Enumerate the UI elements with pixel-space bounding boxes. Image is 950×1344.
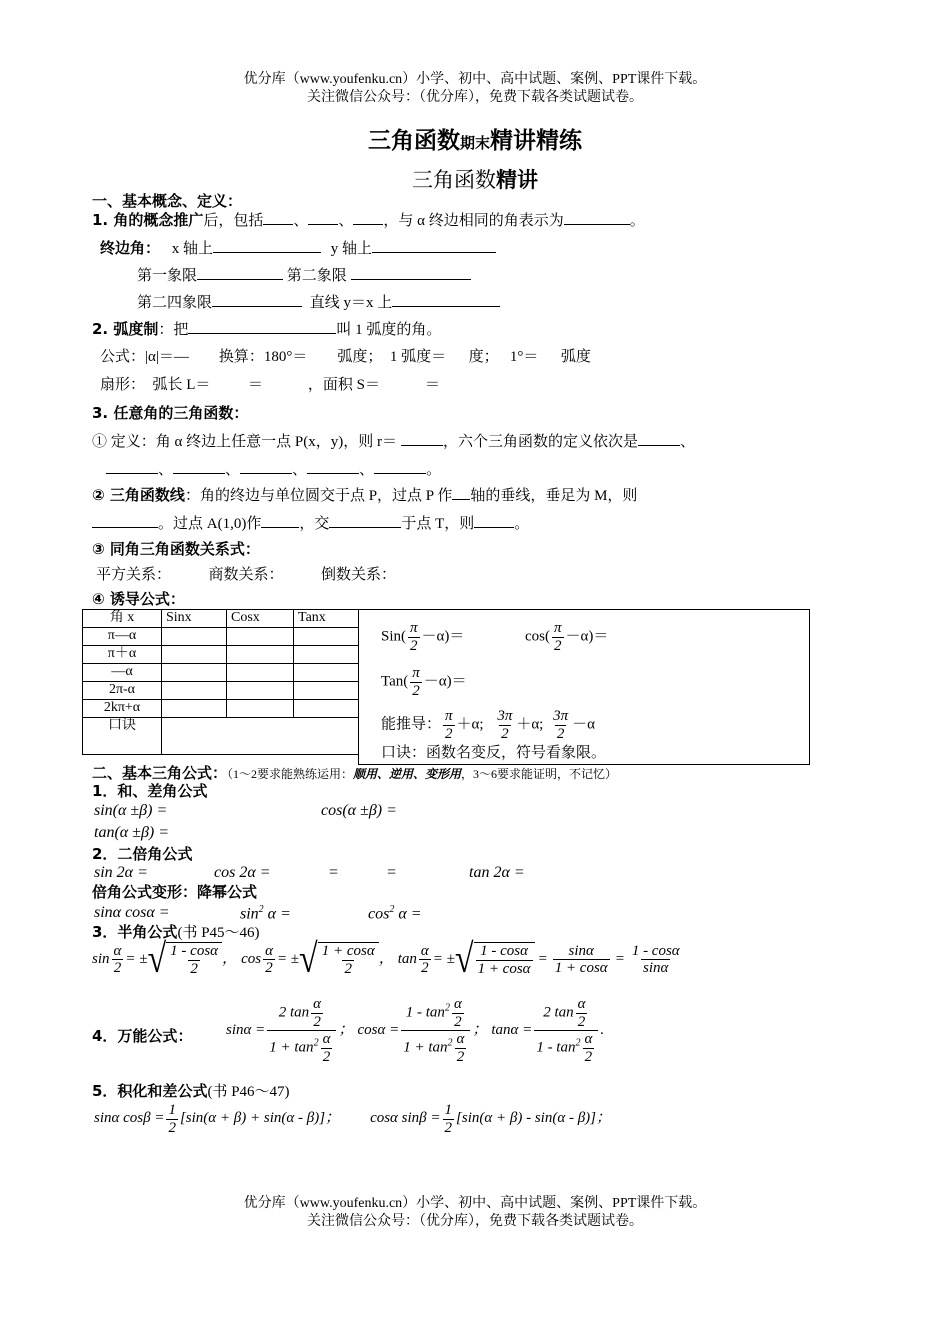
sup: 2 <box>389 904 395 915</box>
fraction <box>168 943 220 977</box>
y-axis-label: y 轴上 <box>330 241 373 257</box>
item-1-tail: ，与 α 终边相同的角表示为 <box>383 213 564 229</box>
blank[interactable] <box>92 515 158 528</box>
definition-line-1 <box>92 433 695 451</box>
table-cell[interactable] <box>162 646 227 664</box>
num: 1 - cosα <box>631 942 680 959</box>
title-part-1: 三角函数 <box>367 128 460 154</box>
minus-alpha-end: －α <box>572 716 595 733</box>
period: . <box>600 1021 605 1038</box>
end: 。 <box>629 213 645 229</box>
line2-c: 于点 T，则 <box>401 516 475 532</box>
quadrant-line-2 <box>137 294 500 312</box>
sin-sum: sin(α ±β) = <box>94 802 168 819</box>
minus-alpha: －α)＝ <box>421 628 465 645</box>
row-label: —α <box>83 664 162 682</box>
table-cell[interactable] <box>227 646 294 664</box>
row-label: π＋α <box>83 646 162 664</box>
trig-line-line-2 <box>92 515 529 533</box>
num: π <box>554 620 562 636</box>
blank[interactable] <box>351 267 471 280</box>
sin-formula <box>381 620 464 654</box>
sep: 、 <box>225 462 241 478</box>
blank[interactable] <box>307 461 359 474</box>
num: π <box>412 665 420 681</box>
den: 2 <box>168 1119 176 1136</box>
page-subtitle <box>0 168 950 192</box>
num: 1 <box>444 1102 453 1118</box>
mnemonic: 口诀：函数名变反，符号看象限。 <box>381 745 607 761</box>
relations-line: 平方关系： 商数关系： 倒数关系： <box>96 567 397 583</box>
fraction <box>576 996 588 1030</box>
half-angle-formulas <box>92 936 684 982</box>
fraction <box>553 943 610 977</box>
num: α <box>453 996 462 1012</box>
blank[interactable] <box>329 515 401 528</box>
den <box>401 1030 470 1065</box>
den: 2 <box>190 960 198 977</box>
sin-squared <box>240 904 291 924</box>
table-cell[interactable] <box>162 664 227 682</box>
item-1-line <box>92 212 645 230</box>
fraction <box>320 943 377 977</box>
num <box>404 996 468 1030</box>
fraction <box>401 996 470 1065</box>
def-text-b: ，六个三角函数的定义依次是 <box>442 434 638 450</box>
den <box>267 1030 336 1065</box>
num <box>541 996 591 1030</box>
fraction <box>534 996 598 1065</box>
fraction <box>582 1031 594 1065</box>
s5-label: 5．积化和差公式 <box>92 1082 208 1100</box>
sincos: sinα cosα = <box>94 904 170 921</box>
s4-heading: 4．万能公式： <box>92 1027 193 1045</box>
blank[interactable] <box>173 461 225 474</box>
line2-a: 。过点 A(1,0)作 <box>158 516 262 532</box>
item-2-text: ：把 <box>158 322 189 338</box>
u-tan: tanα = <box>491 1021 533 1038</box>
prod1: sinα cosβ = <box>94 1110 165 1127</box>
table-cell[interactable] <box>227 664 294 682</box>
blank[interactable] <box>372 240 496 253</box>
blank[interactable] <box>197 267 283 280</box>
equals: = <box>329 864 339 881</box>
den: 2 <box>584 1048 593 1065</box>
fraction <box>311 996 323 1030</box>
table-cell[interactable] <box>162 718 359 755</box>
eq: = <box>614 950 625 967</box>
section-1-heading: 一、基本概念、定义： <box>92 192 243 210</box>
two-tan: 2 tan <box>543 1004 574 1021</box>
den: 2 <box>313 1013 321 1030</box>
tan2: tan 2α = <box>469 864 525 881</box>
blank[interactable] <box>213 240 321 253</box>
fraction <box>419 943 431 977</box>
eq: = <box>537 950 548 967</box>
s2-heading: 2．二倍角公式 <box>92 845 193 863</box>
table-row <box>83 664 359 682</box>
semi: ； <box>472 1021 488 1038</box>
section-2-heading: 二、基本三角公式： <box>92 764 228 782</box>
table-cell[interactable] <box>294 646 359 664</box>
blank[interactable] <box>106 461 158 474</box>
header-cell: 角 x <box>83 610 162 628</box>
num: α <box>313 996 321 1012</box>
num: π <box>410 620 418 636</box>
sq-tail: α = <box>267 905 291 923</box>
title-part-3: 精讲精练 <box>490 128 582 154</box>
cos-formula <box>525 620 608 654</box>
cos-squared <box>368 904 422 924</box>
q24-label: 第二四象限 <box>137 295 213 311</box>
fraction <box>267 996 336 1065</box>
plus-alpha: ＋α; <box>516 716 544 733</box>
sqrt: √ $\frac{1 - \cos\alpha}{1 + \cos\alpha}$ <box>455 942 535 977</box>
fraction <box>455 1031 467 1065</box>
line2-b: ，交 <box>299 516 330 532</box>
row-label: 2kπ+α <box>83 700 162 718</box>
one-minus-tan2: 1 - tan <box>405 1004 445 1021</box>
section-2-heading-line <box>92 765 617 783</box>
tan-label: Tan( <box>381 673 409 690</box>
blank[interactable] <box>308 212 338 225</box>
table-cell[interactable] <box>227 700 294 718</box>
induction-table-wrap <box>82 609 359 755</box>
equals: = <box>387 864 397 881</box>
num: π <box>445 708 453 724</box>
blank[interactable] <box>474 515 514 528</box>
table-cell[interactable] <box>162 682 227 700</box>
prod1-tail: [sin(α + β) + sin(α - β)]； <box>179 1110 341 1127</box>
sup: 2 <box>444 1002 450 1014</box>
table-cell[interactable] <box>162 700 227 718</box>
blank[interactable] <box>638 433 680 446</box>
semi: ； <box>338 1021 354 1038</box>
fraction <box>443 1102 455 1136</box>
sin-label: Sin( <box>381 628 407 645</box>
blank[interactable] <box>392 294 500 307</box>
q1-label: 第一象限 <box>137 268 198 284</box>
den: 2 <box>344 960 352 977</box>
row-label: 2π-α <box>83 682 162 700</box>
num: α <box>456 1031 465 1047</box>
sqrt: √ $\frac{1 - \cos\alpha}{2}$ <box>148 942 223 977</box>
page-title <box>0 128 950 154</box>
minus-alpha: －α)＝ <box>565 628 609 645</box>
terminal-angle-line <box>100 240 496 258</box>
quadrant-line-1 <box>137 267 471 285</box>
note-c: ，3～6要求能证明，不记忆） <box>461 767 618 781</box>
blank[interactable] <box>564 212 630 225</box>
den: 2 <box>577 1013 586 1030</box>
num: sinα <box>568 942 594 959</box>
sup: 2 <box>313 1037 319 1049</box>
blank[interactable] <box>263 212 293 225</box>
end: 。 <box>426 462 442 478</box>
sector-line: 扇形： 弧长 L＝ ＝ ，面积 S＝ ＝ <box>100 377 441 393</box>
header-line-1: 优分库（www.youfenku.cn）小学、初中、高中试题、案例、PPT课件下载。 <box>243 72 707 87</box>
sq-tail: α = <box>398 905 422 923</box>
fraction <box>443 708 455 742</box>
blank[interactable] <box>261 515 299 528</box>
terminal-label: 终边角： <box>100 239 161 257</box>
header-cell: Sinx <box>162 610 227 628</box>
den: sinα <box>643 960 669 976</box>
tan: tan <box>397 950 417 967</box>
fraction <box>495 708 514 742</box>
sep: 、 <box>338 213 354 229</box>
fraction <box>552 620 564 654</box>
prod2-tail: [sin(α + β) - sin(α - β)]； <box>456 1110 611 1127</box>
den: 2 <box>113 960 122 976</box>
plus-alpha: ＋α; <box>456 716 484 733</box>
item-2-tail: 叫 1 弧度的角。 <box>336 322 442 338</box>
num: α <box>265 942 273 959</box>
fraction <box>408 620 420 654</box>
item-3-heading: 3. 任意角的三角函数： <box>92 404 249 422</box>
cos-sum: cos(α ±β) = <box>321 802 397 819</box>
num <box>277 996 327 1030</box>
item-1-label: 1. 角的概念推广 <box>92 211 204 229</box>
induction-table <box>82 609 359 755</box>
formula-line: 公式：|α|＝— 换算：180°＝ 弧度； 1 弧度＝ 度； 1°＝ 弧度 <box>100 349 591 365</box>
table-row <box>83 700 359 718</box>
num: 1 <box>168 1102 176 1118</box>
s1-heading: 1．和、差角公式 <box>92 782 208 800</box>
same-angle-heading: ③ 同角三角函数关系式： <box>92 540 260 558</box>
blank[interactable] <box>401 433 443 446</box>
item-2-label: 2. 弧度制 <box>92 320 159 338</box>
table-cell[interactable] <box>294 664 359 682</box>
subtitle-part-1: 三角函数 <box>412 168 496 192</box>
s5-note: (书 P46～47) <box>207 1084 290 1100</box>
tan-sum: tan(α ±β) = <box>94 824 170 841</box>
u-sin: sinα = <box>226 1021 266 1038</box>
den: 2 <box>322 1048 331 1065</box>
note-b: 顺用、逆用、变形用 <box>353 767 462 781</box>
den: 2 <box>444 1119 453 1136</box>
footer-line-2: 关注微信公众号：（优分库），免费下载各类试题试卷。 <box>307 1214 643 1229</box>
table-row <box>83 718 359 755</box>
cos: cos <box>241 950 262 967</box>
one-minus-tan2: 1 - tan <box>536 1039 576 1056</box>
header-line-2: 关注微信公众号：（优分库），免费下载各类试题试卷。 <box>307 90 643 105</box>
prod2: cosα sinβ = <box>370 1110 441 1127</box>
header-cell: Cosx <box>227 610 294 628</box>
s5-heading <box>92 1083 290 1101</box>
subtitle-part-2: 精讲 <box>496 168 538 192</box>
fraction <box>112 943 124 977</box>
note-a: （1～2要求能熟练运用： <box>227 767 354 781</box>
q2-label: 第二象限 <box>286 268 347 284</box>
def-text-a: ① 定义：角 α 终边上任意一点 P(x，y)，则 r＝ <box>92 434 397 450</box>
universal-formulas <box>226 996 604 1065</box>
trig-line-text-2: 轴的垂线，垂足为 M，则 <box>470 488 638 504</box>
num: 1 - cosα <box>170 943 219 959</box>
den: 2 <box>501 725 509 742</box>
den: 2 <box>554 637 562 654</box>
table-cell[interactable] <box>294 700 359 718</box>
num: α <box>420 942 429 959</box>
definition-line-2 <box>106 461 441 479</box>
comma: ， <box>222 950 238 967</box>
fraction <box>476 943 533 977</box>
pm: = ± <box>125 950 148 967</box>
one-plus-tan2: 1 + tan <box>269 1039 314 1056</box>
num: 3π <box>553 708 569 724</box>
table-row <box>83 682 359 700</box>
blank[interactable] <box>452 487 470 500</box>
pm: = ± <box>432 950 455 967</box>
table-cell[interactable] <box>294 682 359 700</box>
den: 2 <box>410 637 418 654</box>
fraction <box>551 708 570 742</box>
den: 1 + cosα <box>554 960 608 976</box>
blank[interactable] <box>240 461 292 474</box>
s3-note: (书 P45～46) <box>177 925 260 941</box>
num: 1 - cosα <box>480 943 528 959</box>
fraction <box>263 943 275 977</box>
sep: 、 <box>293 213 309 229</box>
u-cos: cosα = <box>357 1021 400 1038</box>
table-header-row <box>83 610 359 628</box>
blank[interactable] <box>374 461 426 474</box>
s3-heading <box>92 924 260 942</box>
fraction <box>166 1102 178 1136</box>
trig-line-label: ② 三角函数线 <box>92 486 185 504</box>
sep: 、 <box>679 434 695 450</box>
line2-d: 。 <box>514 516 530 532</box>
row-label: π—α <box>83 628 162 646</box>
line-yx-label: 直线 y＝x 上 <box>309 295 393 311</box>
den: 2 <box>556 725 565 742</box>
derive-label: 能推导： <box>381 716 442 733</box>
sup: 2 <box>258 904 264 915</box>
table-row <box>83 646 359 664</box>
num: 1 + cosα <box>321 943 375 959</box>
sup: 2 <box>447 1037 453 1049</box>
tan-formula <box>381 665 467 699</box>
den: 2 <box>445 725 453 742</box>
fraction <box>452 996 464 1030</box>
footer-line-1: 优分库（www.youfenku.cn）小学、初中、高中试题、案例、PPT课件下载。 <box>243 1196 707 1211</box>
induction-heading: ④ 诱导公式： <box>92 590 185 608</box>
sep: 、 <box>359 462 375 478</box>
product-to-sum <box>94 1102 611 1136</box>
fraction <box>410 665 422 699</box>
table-cell[interactable] <box>227 682 294 700</box>
den: 2 <box>421 960 429 976</box>
two-tan: 2 tan <box>278 1004 310 1021</box>
den <box>534 1030 598 1065</box>
item-2-line <box>92 321 441 339</box>
one-plus-tan2: 1 + tan <box>403 1039 448 1056</box>
sin-sq: sin <box>240 905 259 923</box>
sin2: sin 2α = <box>94 864 148 881</box>
fraction <box>321 1031 333 1065</box>
pm: = ± <box>276 950 300 967</box>
table-cell[interactable] <box>162 628 227 646</box>
num: α <box>577 996 586 1012</box>
sup: 2 <box>575 1037 581 1049</box>
blank[interactable] <box>212 294 302 307</box>
num: α <box>113 942 122 959</box>
row-label: 口诀 <box>83 718 162 755</box>
cos-label: cos( <box>525 628 550 645</box>
induction-box <box>358 609 810 765</box>
den: 2 <box>412 682 420 699</box>
sin: sin <box>92 950 110 967</box>
num: 3π <box>497 708 513 724</box>
trig-line-text: ：角的终边与单位圆交于点 P，过点 P 作 <box>184 488 453 504</box>
num: α <box>584 1031 593 1047</box>
x-axis-label: x 轴上 <box>171 241 214 257</box>
num: α <box>322 1031 331 1047</box>
table-cell[interactable] <box>294 628 359 646</box>
den: 1 + cosα <box>477 960 531 977</box>
den: 2 <box>456 1048 465 1065</box>
header-cell: Tanx <box>294 610 359 628</box>
s2b-heading: 倍角公式变形：降幂公式 <box>92 883 258 901</box>
sqrt: √ $\frac{1 + \cos\alpha}{2}$ <box>299 942 379 977</box>
blank[interactable] <box>353 212 383 225</box>
comma: ， <box>378 950 394 967</box>
cos2: cos 2α = <box>214 864 271 881</box>
den: 2 <box>265 960 273 976</box>
item-1-text: 后，包括 <box>203 213 264 229</box>
table-cell[interactable] <box>227 628 294 646</box>
derive-line <box>381 708 595 742</box>
blank[interactable] <box>188 321 336 334</box>
sep: 、 <box>292 462 308 478</box>
minus-alpha: －α)＝ <box>423 673 467 690</box>
s3-label: 3．半角公式 <box>92 923 178 941</box>
trig-line-line-1 <box>92 487 637 505</box>
sep: 、 <box>158 462 174 478</box>
fraction <box>630 943 682 977</box>
title-part-2: 期末 <box>459 134 490 152</box>
table-row <box>83 628 359 646</box>
cos-sq: cos <box>368 905 390 923</box>
den: 2 <box>454 1013 462 1030</box>
